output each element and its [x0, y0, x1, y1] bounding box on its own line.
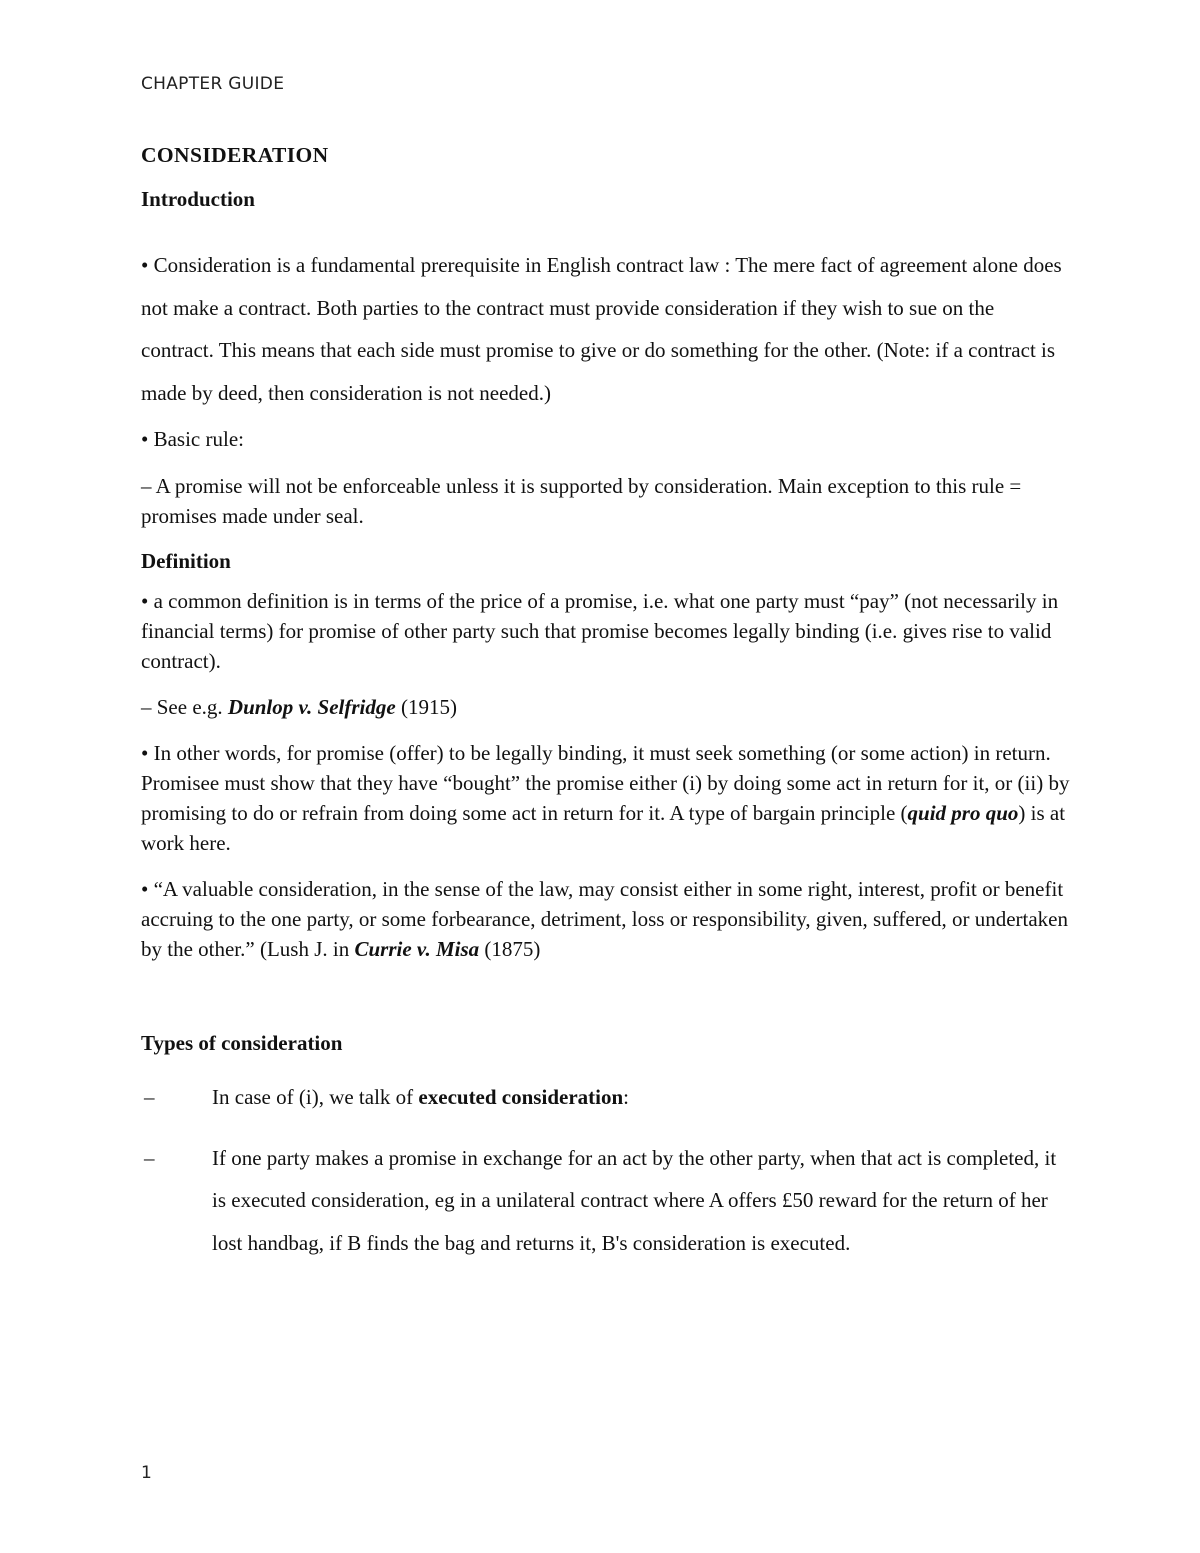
- see-prefix: – See e.g.: [141, 695, 228, 719]
- bargain-text: • In other words, for promise (offer) to be legally binding, it must seek something (or some action) in return. Promisee must show that they have “bought” the promise either (i) by doing some act in return for it, or (ii) by promising to do or refrain from doing some act in return for it. A type of bargain principle (: [141, 741, 1070, 825]
- basic-rule-label: • Basic rule:: [141, 427, 244, 451]
- basic-rule-text: – A promise will not be enforceable unless it is supported by consideration. Main exception to this rule = promises made under seal.: [141, 474, 1022, 528]
- dash-bullet: –: [144, 1145, 155, 1170]
- document-body: [141, 138, 1071, 1264]
- dash-bullet: –: [144, 1085, 155, 1109]
- quote-text: • “A valuable consideration, in the sense of the law, may consist either in some right, interest, profit or benefit accruing to the one party, or some forbearance, detriment, loss or responsibility, given, suffered, or undertaken by the other.” (Lush J. in: [141, 877, 1069, 961]
- case-name-currie: Currie v. Misa: [354, 937, 480, 961]
- list-item: [141, 1137, 1071, 1265]
- types-heading: Types of consideration: [141, 1031, 343, 1055]
- page-number: 1: [141, 1463, 152, 1483]
- introduction-heading: Introduction: [141, 187, 255, 211]
- case-year-currie: (1875): [479, 937, 541, 961]
- case-name-dunlop: Dunlop v. Selfridge: [227, 695, 396, 719]
- lush-quote-paragraph: [141, 874, 1071, 964]
- case-reference-dunlop: [141, 692, 1071, 722]
- bargain-paragraph: [141, 738, 1071, 858]
- running-header: CHAPTER GUIDE: [141, 74, 285, 94]
- introduction-paragraph: • Consideration is a fundamental prerequisite in English contract law : The mere fact of agreement alone does not make a contract. Both parties to the contract must provide consideration if they wish to sue on the contract. This means that each side must promise to give or do something for the other. (Note: if a contract is made by deed, then consideration is not needed.): [141, 253, 1062, 405]
- latin-term: quid pro quo: [907, 801, 1019, 825]
- executed-consideration-term: executed consideration: [418, 1085, 624, 1109]
- definition-paragraph: • a common definition is in terms of the price of a promise, i.e. what one party must “pay” (not necessarily in financial terms) for promise of other party such that promise becomes legally binding (i.e. gives rise to valid contract).: [141, 589, 1059, 673]
- list-item: [141, 1076, 1071, 1119]
- item1-suffix: :: [623, 1085, 629, 1109]
- types-list: [141, 1076, 1071, 1264]
- executed-consideration-example: If one party makes a promise in exchange for an act by the other party, when that act is completed, it is executed consideration, eg in a unilateral contract where A offers £50 reward for the return of her lost handbag, if B finds the bag and returns it, B's consideration is executed.: [212, 1145, 1057, 1255]
- bargain-end: ) is at work here.: [141, 801, 1066, 855]
- document-title: CONSIDERATION: [141, 143, 329, 167]
- case-year-dunlop: (1915): [395, 695, 457, 719]
- definition-heading: Definition: [141, 549, 231, 573]
- item1-prefix: In case of (i), we talk of: [212, 1085, 419, 1109]
